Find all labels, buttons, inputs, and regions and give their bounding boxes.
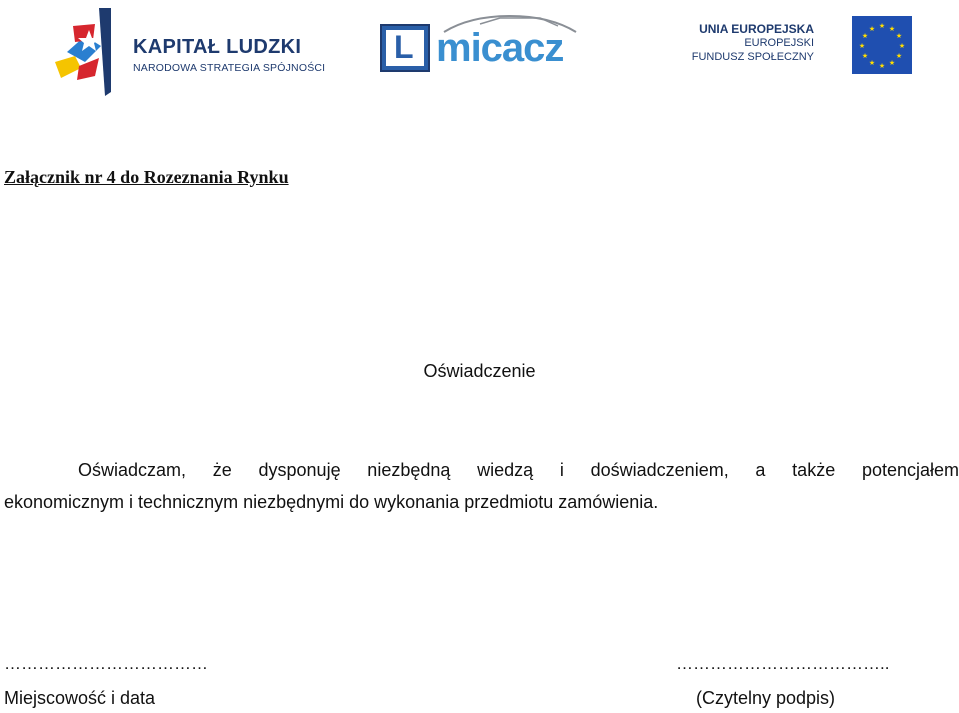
eu-social-fund-label: FUNDUSZ SPOŁECZNY <box>691 51 814 63</box>
kapital-ludzki-emblem-icon <box>55 6 125 96</box>
svg-text:★: ★ <box>861 52 869 60</box>
signature-line: ……………………………….. <box>676 654 890 673</box>
svg-text:★: ★ <box>895 32 903 40</box>
svg-text:★: ★ <box>878 22 886 30</box>
micacz-logo <box>380 12 590 74</box>
legible-signature-label: (Czytelny podpis) <box>696 688 836 708</box>
place-date-signature-line: ……………………………… <box>4 654 208 673</box>
svg-text:★: ★ <box>878 62 886 70</box>
statement-heading: Oświadczenie <box>423 361 536 381</box>
eu-text-block <box>692 22 814 64</box>
eu-european-label: EUROPEJSKI <box>744 37 814 49</box>
svg-text:★: ★ <box>888 25 896 33</box>
svg-text:★: ★ <box>888 59 896 67</box>
svg-text:★: ★ <box>868 59 876 67</box>
eu-flag-icon <box>852 16 912 74</box>
statement-paragraph-line-1: Oświadczam, że dysponuję niezbędną wiedzą i doświadczeniem, a także potencjałem <box>78 460 959 480</box>
driving-school-l-letter: L <box>394 29 414 65</box>
logo-bar <box>0 0 959 100</box>
statement-paragraph-line-2: ekonomicznym i technicznym niezbędnymi do wykonania przedmiotu zamówienia. <box>4 492 659 512</box>
svg-text:★: ★ <box>858 42 866 50</box>
svg-text:★: ★ <box>895 52 903 60</box>
svg-text:★: ★ <box>861 32 869 40</box>
svg-text:★: ★ <box>868 25 876 33</box>
svg-text:★: ★ <box>898 42 906 50</box>
eu-logo <box>691 14 914 76</box>
kapital-ludzki-logo <box>55 6 335 96</box>
kapital-ludzki-title: KAPITAŁ LUDZKI <box>133 36 302 58</box>
place-date-label: Miejscowość i data <box>4 688 156 708</box>
micacz-wordmark: micacz <box>436 26 564 70</box>
attachment-title: Załącznik nr 4 do Rozeznania Rynku <box>4 167 289 187</box>
eu-union-label: UNIA EUROPEJSKA <box>699 22 814 36</box>
kapital-ludzki-subtitle: NARODOWA STRATEGIA SPÓJNOŚCI <box>133 62 326 74</box>
